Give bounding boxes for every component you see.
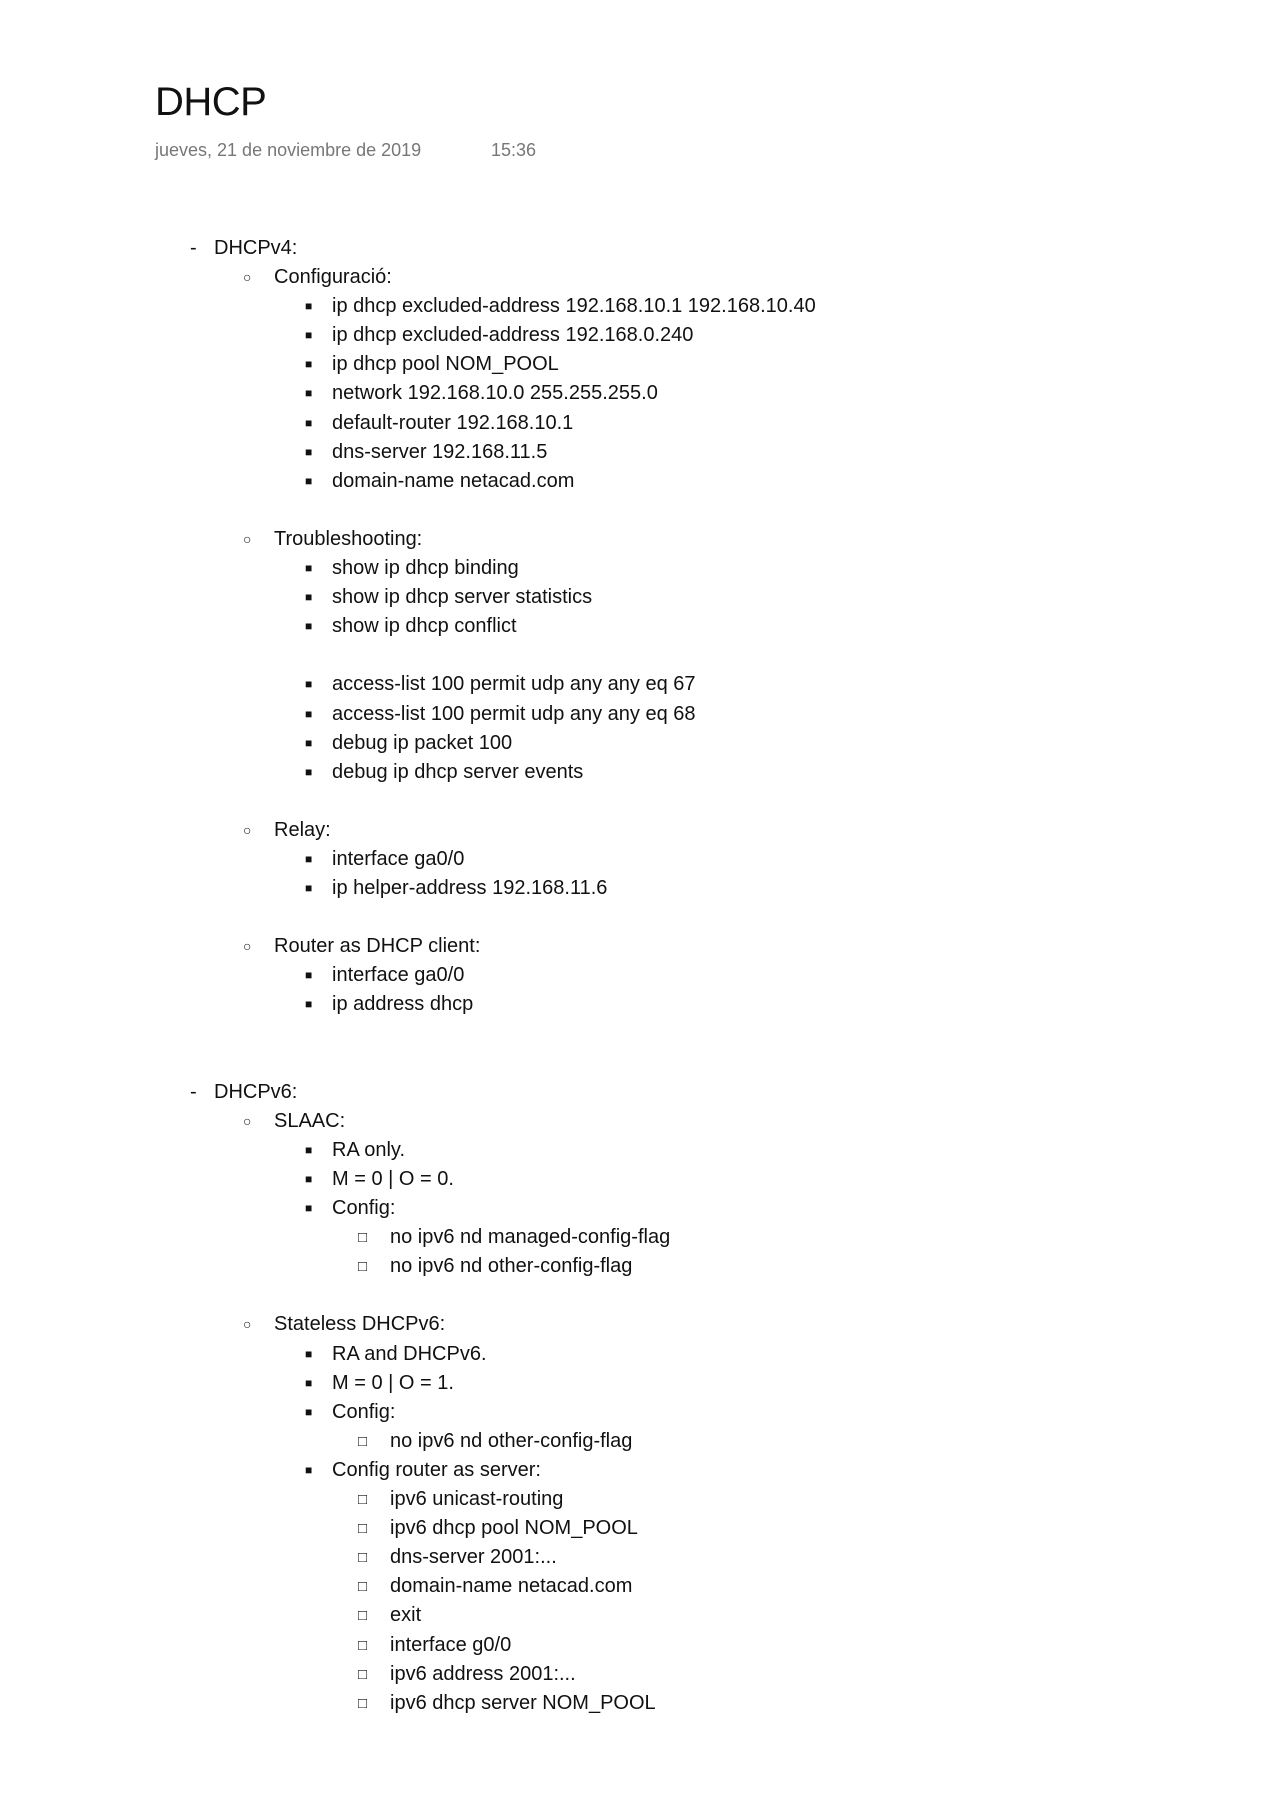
box-bullet-icon: □ (358, 1258, 368, 1276)
sub-list-item (0, 1485, 1280, 1514)
square-bullet-icon: ■ (305, 881, 313, 896)
section-heading (0, 1078, 1280, 1107)
list-item-text: dns-server 192.168.11.5 (332, 440, 548, 463)
list-item (0, 1398, 1280, 1427)
list-item-text: Relay: (274, 818, 331, 841)
square-bullet-icon: ■ (305, 619, 313, 634)
list-item-text: network 192.168.10.0 255.255.255.0 (332, 382, 658, 405)
list-item-text: interface g0/0 (390, 1633, 512, 1656)
list-item (0, 670, 1280, 699)
list-item-text: DHCPv4: (214, 237, 298, 259)
list-item (0, 700, 1280, 729)
square-bullet-icon: ■ (305, 735, 313, 750)
list-item-text: DHCPv6: (214, 1080, 298, 1103)
sub-list-item (0, 1631, 1280, 1660)
list-item-text: exit (390, 1604, 422, 1627)
square-bullet-icon: ■ (305, 1172, 313, 1186)
list-item (0, 409, 1280, 438)
box-bullet-icon: □ (358, 1694, 368, 1712)
list-item-text: domain-name netacad.com (332, 469, 575, 492)
list-item-text: ip dhcp pool NOM_POOL (332, 353, 559, 376)
list-item (0, 1456, 1280, 1485)
sub-list-item (0, 1543, 1280, 1572)
list-item-text: ip dhcp excluded-address 192.168.10.1 192.168.10.40 (332, 295, 816, 318)
blank-line (0, 641, 1280, 670)
square-bullet-icon: ■ (305, 357, 313, 372)
circle-bullet-icon: ○ (243, 269, 252, 286)
box-bullet-icon: □ (358, 1229, 368, 1247)
box-bullet-icon: □ (358, 1549, 368, 1567)
subsection-heading (0, 525, 1280, 554)
list-item (0, 438, 1280, 467)
list-item (0, 583, 1280, 612)
square-bullet-icon: ■ (305, 968, 313, 983)
list-item-text: default-router 192.168.10.1 (332, 411, 574, 434)
list-item (0, 990, 1280, 1019)
list-item-text: debug ip dhcp server events (332, 760, 584, 783)
list-item (0, 379, 1280, 408)
list-item-text: Configuració: (274, 266, 392, 289)
square-bullet-icon: ■ (305, 764, 313, 779)
list-item-text: interface ga0/0 (332, 964, 465, 987)
circle-bullet-icon: ○ (243, 938, 252, 955)
list-item-text: Stateless DHCPv6: (274, 1313, 446, 1336)
list-item-text: no ipv6 nd other-config-flag (390, 1255, 633, 1278)
list-item-text: show ip dhcp binding (332, 557, 519, 580)
sub-list-item (0, 1514, 1280, 1543)
list-item-text: ipv6 unicast-routing (390, 1488, 564, 1511)
list-item (0, 1340, 1280, 1369)
list-item (0, 758, 1280, 787)
list-item-text: access-list 100 permit udp any any eq 68 (332, 702, 696, 725)
subsection-heading (0, 1310, 1280, 1339)
sub-list-item (0, 1252, 1280, 1281)
list-item-text: SLAAC: (274, 1109, 346, 1132)
list-item-text: ipv6 dhcp pool NOM_POOL (390, 1517, 638, 1540)
sub-list-item (0, 1601, 1280, 1630)
subsection-heading (0, 816, 1280, 845)
list-item-text: show ip dhcp server statistics (332, 586, 593, 609)
square-bullet-icon: ■ (305, 1375, 313, 1390)
list-item-text: debug ip packet 100 (332, 731, 513, 754)
list-item (0, 1369, 1280, 1398)
list-item-text: interface ga0/0 (332, 847, 465, 870)
dash-bullet-icon: - (190, 1080, 197, 1103)
box-bullet-icon: □ (358, 1432, 368, 1450)
blank-line (0, 787, 1280, 816)
square-bullet-icon: ■ (305, 299, 313, 314)
dash-bullet-icon: - (190, 237, 197, 259)
box-bullet-icon: □ (358, 1636, 368, 1654)
blank-line (0, 1049, 1280, 1078)
square-bullet-icon: ■ (305, 1462, 313, 1477)
list-item-text: Config: (332, 1400, 396, 1423)
square-bullet-icon: ■ (305, 386, 313, 401)
section-heading (0, 234, 1280, 263)
subsection-heading (0, 263, 1280, 292)
list-item-text: Router as DHCP client: (274, 935, 481, 958)
page-title: DHCP (155, 80, 267, 124)
list-item (0, 292, 1280, 321)
list-item (0, 321, 1280, 350)
square-bullet-icon: ■ (305, 851, 313, 866)
list-item (0, 350, 1280, 379)
circle-bullet-icon: ○ (243, 821, 252, 838)
circle-bullet-icon: ○ (243, 1316, 252, 1333)
square-bullet-icon: ■ (305, 677, 313, 692)
list-item (0, 554, 1280, 583)
list-item-text: M = 0 | O = 1. (332, 1371, 454, 1394)
list-item-text: no ipv6 nd managed-config-flag (390, 1226, 671, 1249)
list-item-text: Config router as server: (332, 1458, 541, 1481)
square-bullet-icon: ■ (305, 1142, 313, 1157)
box-bullet-icon: □ (358, 1491, 368, 1509)
list-item-text: M = 0 | O = 0. (332, 1168, 454, 1190)
sub-list-item (0, 1427, 1280, 1456)
list-item-text: domain-name netacad.com (390, 1575, 633, 1598)
list-item-text: Config: (332, 1197, 396, 1220)
sub-list-item (0, 1689, 1280, 1718)
list-item (0, 729, 1280, 758)
list-item (0, 1194, 1280, 1223)
subsection-heading (0, 1107, 1280, 1136)
circle-bullet-icon: ○ (243, 530, 252, 547)
page-time: 15:36 (491, 140, 537, 160)
box-bullet-icon: □ (358, 1520, 368, 1538)
list-item-text: Troubleshooting: (274, 527, 423, 550)
list-item-text: RA only. (332, 1138, 405, 1161)
blank-line (0, 903, 1280, 932)
sub-list-item (0, 1223, 1280, 1252)
outline-list (0, 234, 1280, 1718)
box-bullet-icon: □ (358, 1665, 368, 1683)
sub-list-item (0, 1660, 1280, 1689)
list-item-text: dns-server 2001:... (390, 1546, 557, 1569)
list-item (0, 1165, 1280, 1194)
square-bullet-icon: ■ (305, 1346, 313, 1361)
blank-line (0, 496, 1280, 525)
sub-list-item (0, 1572, 1280, 1601)
list-item (0, 612, 1280, 641)
square-bullet-icon: ■ (305, 561, 313, 576)
list-item-text: ipv6 address 2001:... (390, 1662, 576, 1685)
list-item-text: ip helper-address 192.168.11.6 (332, 877, 608, 900)
list-item-text: show ip dhcp conflict (332, 615, 517, 638)
square-bullet-icon: ■ (305, 997, 313, 1012)
square-bullet-icon: ■ (305, 415, 313, 430)
list-item (0, 1136, 1280, 1165)
list-item (0, 874, 1280, 903)
square-bullet-icon: ■ (305, 473, 313, 488)
list-item-text: no ipv6 nd other-config-flag (390, 1429, 633, 1452)
box-bullet-icon: □ (358, 1607, 368, 1625)
square-bullet-icon: ■ (305, 1404, 313, 1419)
list-item-text: ipv6 dhcp server NOM_POOL (390, 1691, 656, 1714)
square-bullet-icon: ■ (305, 328, 313, 343)
subsection-heading (0, 932, 1280, 961)
list-item (0, 961, 1280, 990)
circle-bullet-icon: ○ (243, 1112, 252, 1129)
blank-line (0, 1281, 1280, 1310)
square-bullet-icon: ■ (305, 706, 313, 721)
list-item-text: ip address dhcp (332, 993, 474, 1016)
list-item-text: ip dhcp excluded-address 192.168.0.240 (332, 324, 694, 347)
list-item (0, 845, 1280, 874)
square-bullet-icon: ■ (305, 444, 313, 459)
square-bullet-icon: ■ (305, 590, 313, 605)
list-item-text: RA and DHCPv6. (332, 1342, 487, 1365)
list-item-text: access-list 100 permit udp any any eq 67 (332, 673, 696, 696)
box-bullet-icon: □ (358, 1578, 368, 1596)
blank-line (0, 1020, 1280, 1049)
page-date: jueves, 21 de noviembre de 2019 (155, 140, 422, 160)
square-bullet-icon: ■ (305, 1201, 313, 1216)
list-item (0, 467, 1280, 496)
